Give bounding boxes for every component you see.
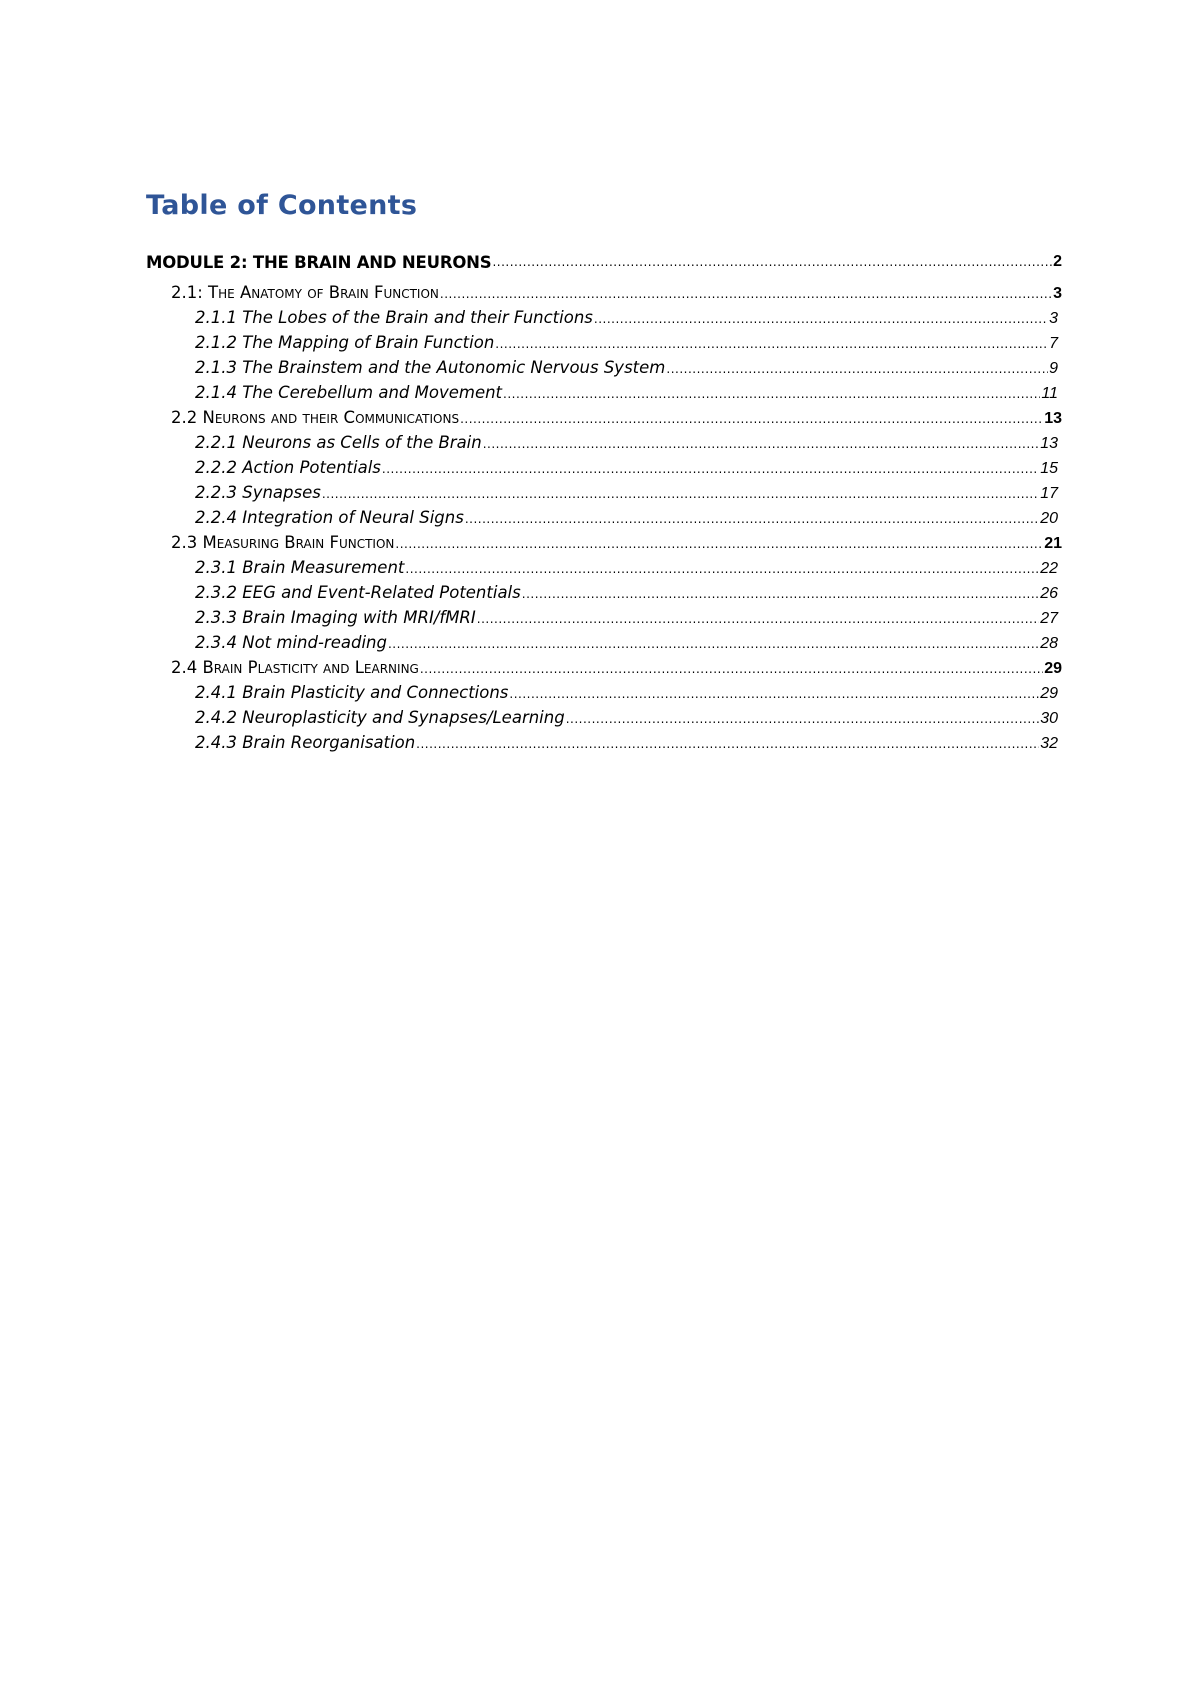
dot-leader bbox=[388, 638, 1039, 650]
toc-entry-label: 2.1.3 The Brainstem and the Autonomic Nervous System bbox=[195, 358, 666, 377]
toc-entry-page: 21 bbox=[1044, 535, 1062, 552]
toc-entry-label: 2.4 Brain Plasticity and Learning bbox=[171, 658, 419, 677]
toc-entry-page: 3 bbox=[1053, 285, 1062, 302]
toc-entry-page: 28 bbox=[1040, 635, 1058, 652]
toc-entry-page: 7 bbox=[1049, 335, 1058, 352]
toc-entry-subsection[interactable] bbox=[146, 708, 1062, 733]
toc-entry-page: 22 bbox=[1040, 560, 1058, 577]
toc-entry-page: 29 bbox=[1044, 660, 1062, 677]
toc-entry-page: 27 bbox=[1040, 610, 1058, 627]
toc-entry-label: 2.3.3 Brain Imaging with MRI/fMRI bbox=[195, 608, 476, 627]
toc-entry-page: 15 bbox=[1040, 460, 1058, 477]
dot-leader bbox=[322, 488, 1039, 500]
toc-entry-label: 2.2.1 Neurons as Cells of the Brain bbox=[195, 433, 482, 452]
dot-leader bbox=[395, 538, 1043, 550]
dot-leader bbox=[420, 663, 1043, 675]
toc-entry-subsection[interactable] bbox=[146, 483, 1062, 508]
dot-leader bbox=[465, 513, 1039, 525]
dot-leader bbox=[405, 563, 1039, 575]
toc-entry-subsection[interactable] bbox=[146, 358, 1062, 383]
dot-leader bbox=[416, 738, 1039, 750]
table-of-contents bbox=[146, 245, 1062, 758]
toc-entry-label: 2.2.2 Action Potentials bbox=[195, 458, 381, 477]
toc-entry-page: 2 bbox=[1053, 253, 1062, 270]
toc-title: Table of Contents bbox=[146, 190, 418, 221]
toc-entry-label: 2.1: The Anatomy of Brain Function bbox=[171, 283, 439, 302]
dot-leader bbox=[382, 463, 1039, 475]
toc-entry-label: 2.1.1 The Lobes of the Brain and their Functions bbox=[195, 308, 593, 327]
dot-leader bbox=[495, 338, 1048, 350]
toc-entry-section[interactable] bbox=[146, 283, 1062, 308]
toc-entry-page: 17 bbox=[1040, 485, 1058, 502]
toc-entry-label: 2.2 Neurons and their Communications bbox=[171, 408, 460, 427]
dot-leader bbox=[440, 288, 1052, 300]
dot-leader bbox=[483, 438, 1039, 450]
toc-entry-section[interactable] bbox=[146, 658, 1062, 683]
dot-leader bbox=[522, 588, 1039, 600]
toc-entry-label: 2.2.3 Synapses bbox=[195, 483, 321, 502]
dot-leader bbox=[566, 713, 1040, 725]
toc-entry-label: 2.4.1 Brain Plasticity and Connections bbox=[195, 683, 509, 702]
toc-entry-label: 2.1.2 The Mapping of Brain Function bbox=[195, 333, 495, 352]
toc-entry-page: 11 bbox=[1041, 385, 1058, 402]
toc-entry-label: 2.3.1 Brain Measurement bbox=[195, 558, 405, 577]
toc-entry-subsection[interactable] bbox=[146, 333, 1062, 358]
dot-leader bbox=[492, 256, 1052, 268]
toc-entry-page: 30 bbox=[1040, 710, 1058, 727]
toc-entry-page: 13 bbox=[1044, 410, 1062, 427]
toc-entry-label: 2.4.3 Brain Reorganisation bbox=[195, 733, 416, 752]
toc-entry-section[interactable] bbox=[146, 408, 1062, 433]
toc-entry-label: 2.1.4 The Cerebellum and Movement bbox=[195, 383, 503, 402]
toc-entry-label: 2.3 Measuring Brain Function bbox=[171, 533, 395, 552]
toc-entry-page: 9 bbox=[1049, 360, 1058, 377]
dot-leader bbox=[460, 413, 1043, 425]
toc-entry-subsection[interactable] bbox=[146, 308, 1062, 333]
toc-entry-subsection[interactable] bbox=[146, 383, 1062, 408]
dot-leader bbox=[503, 388, 1040, 400]
toc-entry-section[interactable] bbox=[146, 533, 1062, 558]
dot-leader bbox=[594, 313, 1048, 325]
toc-sections bbox=[146, 283, 1062, 758]
toc-entry-subsection[interactable] bbox=[146, 683, 1062, 708]
toc-entry-subsection[interactable] bbox=[146, 508, 1062, 533]
toc-entry-module[interactable] bbox=[146, 245, 1062, 279]
toc-entry-page: 26 bbox=[1040, 585, 1058, 602]
toc-entry-subsection[interactable] bbox=[146, 608, 1062, 633]
toc-entry-page: 3 bbox=[1049, 310, 1058, 327]
toc-entry-label: 2.3.2 EEG and Event-Related Potentials bbox=[195, 583, 521, 602]
toc-entry-subsection[interactable] bbox=[146, 433, 1062, 458]
toc-entry-subsection[interactable] bbox=[146, 633, 1062, 658]
toc-entry-subsection[interactable] bbox=[146, 458, 1062, 483]
toc-entry-label: 2.3.4 Not mind-reading bbox=[195, 633, 387, 652]
toc-entry-subsection[interactable] bbox=[146, 733, 1062, 758]
toc-entry-subsection[interactable] bbox=[146, 558, 1062, 583]
toc-entry-page: 32 bbox=[1040, 735, 1058, 752]
dot-leader bbox=[509, 688, 1039, 700]
toc-entry-label: 2.2.4 Integration of Neural Signs bbox=[195, 508, 464, 527]
toc-entry-page: 20 bbox=[1040, 510, 1058, 527]
toc-entry-subsection[interactable] bbox=[146, 583, 1062, 608]
toc-entry-page: 13 bbox=[1040, 435, 1058, 452]
toc-entry-label: 2.4.2 Neuroplasticity and Synapses/Learning bbox=[195, 708, 565, 727]
dot-leader bbox=[666, 363, 1048, 375]
dot-leader bbox=[477, 613, 1039, 625]
toc-entry-page: 29 bbox=[1040, 685, 1058, 702]
toc-entry-label: MODULE 2: THE BRAIN AND NEURONS bbox=[146, 252, 492, 272]
